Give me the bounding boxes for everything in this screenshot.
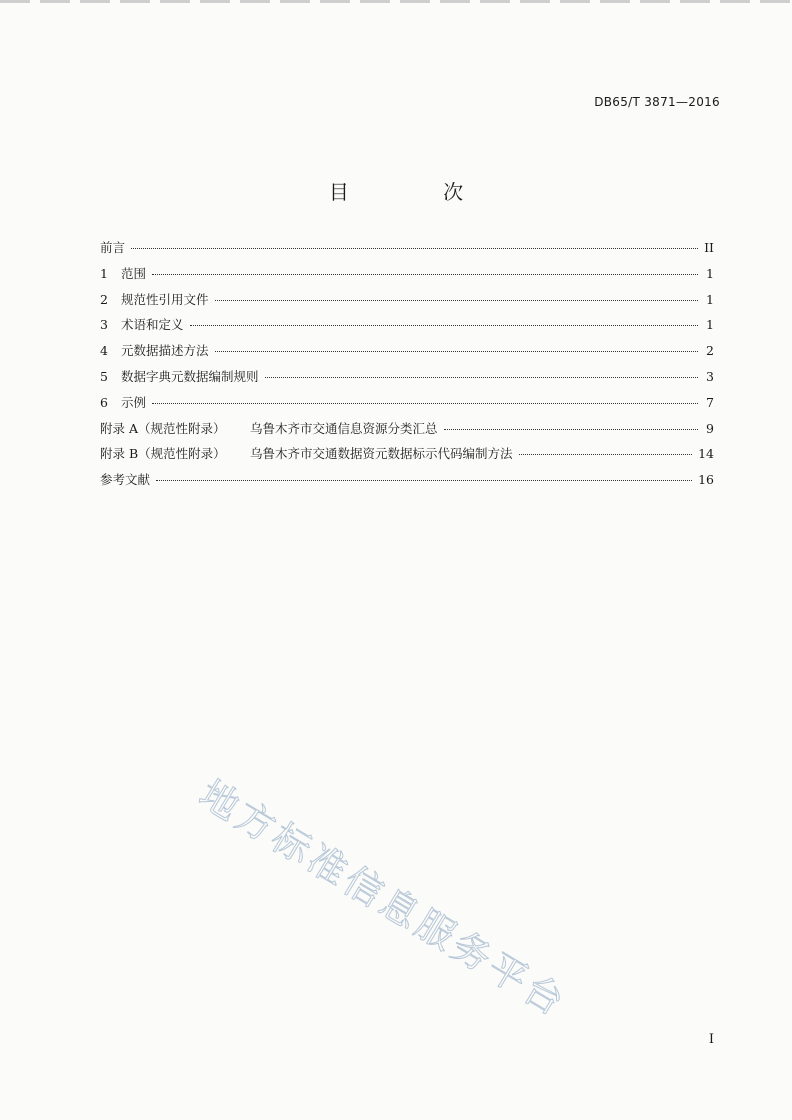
toc-title: 目 次 — [328, 180, 508, 204]
toc-entry-number: 3 — [100, 317, 108, 333]
toc-entry-label — [100, 238, 125, 256]
toc-entry-label — [100, 341, 209, 359]
toc-entry-page: 14 — [698, 446, 714, 462]
toc-entry[interactable] — [100, 238, 714, 264]
toc-entry-number: 2 — [100, 291, 108, 307]
toc-entry-title: 前言 — [100, 240, 126, 255]
dot-leader — [444, 429, 698, 430]
toc-entry-title: 乌鲁木齐市交通信息资源分类汇总 — [250, 420, 438, 436]
toc-entry-title: 术语和定义 — [121, 317, 184, 333]
toc-entry-label — [100, 264, 146, 282]
toc-entry-page: 1 — [706, 265, 714, 281]
toc-entry-page: II — [704, 240, 714, 255]
dot-leader — [156, 480, 692, 481]
toc-entry-title: 示例 — [121, 394, 147, 410]
appendix-designation: 附录 A（规范性附录） — [100, 420, 226, 436]
dot-leader — [152, 274, 698, 275]
toc-entry-page: 2 — [706, 343, 714, 359]
toc-entry[interactable] — [100, 367, 714, 393]
table-of-contents — [100, 238, 714, 496]
toc-entry[interactable] — [100, 393, 714, 419]
toc-entry-title: 乌鲁木齐市交通数据资元数据标示代码编制方法 — [250, 446, 513, 462]
toc-entry[interactable] — [100, 290, 714, 316]
toc-entry-label — [100, 470, 150, 488]
toc-entry-label — [100, 367, 259, 385]
toc-entry[interactable] — [100, 264, 714, 290]
toc-entry-label — [100, 315, 184, 333]
appendix-designation: 附录 B（规范性附录） — [100, 446, 226, 462]
toc-entry-title: 参考文献 — [100, 472, 151, 488]
dot-leader — [215, 300, 698, 301]
watermark: 地方标准信息服务平台 — [191, 771, 575, 1026]
toc-entry-title: 规范性引用文件 — [121, 291, 209, 307]
dot-leader — [215, 351, 698, 352]
toc-entry-label — [100, 419, 438, 437]
dot-leader — [131, 248, 698, 249]
toc-entry-number: 5 — [100, 368, 108, 384]
toc-entry-page: 7 — [706, 394, 714, 410]
toc-entry-page: 3 — [706, 368, 714, 384]
toc-entry-page: 9 — [706, 420, 714, 436]
top-edge-rule — [0, 0, 792, 3]
toc-entry-appendix-b[interactable] — [100, 444, 714, 470]
toc-entry[interactable] — [100, 315, 714, 341]
toc-entry[interactable] — [100, 470, 714, 496]
toc-entry-page: 1 — [706, 291, 714, 307]
toc-entry-appendix-a[interactable] — [100, 419, 714, 445]
toc-entry-label — [100, 393, 146, 411]
standard-number: DB65/T 3871—2016 — [594, 95, 720, 109]
toc-entry-page: 1 — [706, 317, 714, 333]
dot-leader — [265, 377, 698, 378]
dot-leader — [152, 403, 698, 404]
toc-entry-page: 16 — [698, 472, 714, 488]
dot-leader — [519, 454, 693, 455]
toc-entry-number: 1 — [100, 265, 108, 281]
toc-entry-title: 范围 — [121, 265, 147, 281]
toc-entry-label — [100, 290, 209, 308]
toc-entry-title: 元数据描述方法 — [121, 343, 209, 359]
page-number: I — [708, 1032, 714, 1047]
toc-entry-number: 4 — [100, 343, 108, 359]
dot-leader — [190, 325, 698, 326]
toc-entry-title: 数据字典元数据编制规则 — [121, 368, 259, 384]
toc-entry-number: 6 — [100, 394, 108, 410]
toc-entry[interactable] — [100, 341, 714, 367]
toc-entry-label — [100, 444, 513, 462]
